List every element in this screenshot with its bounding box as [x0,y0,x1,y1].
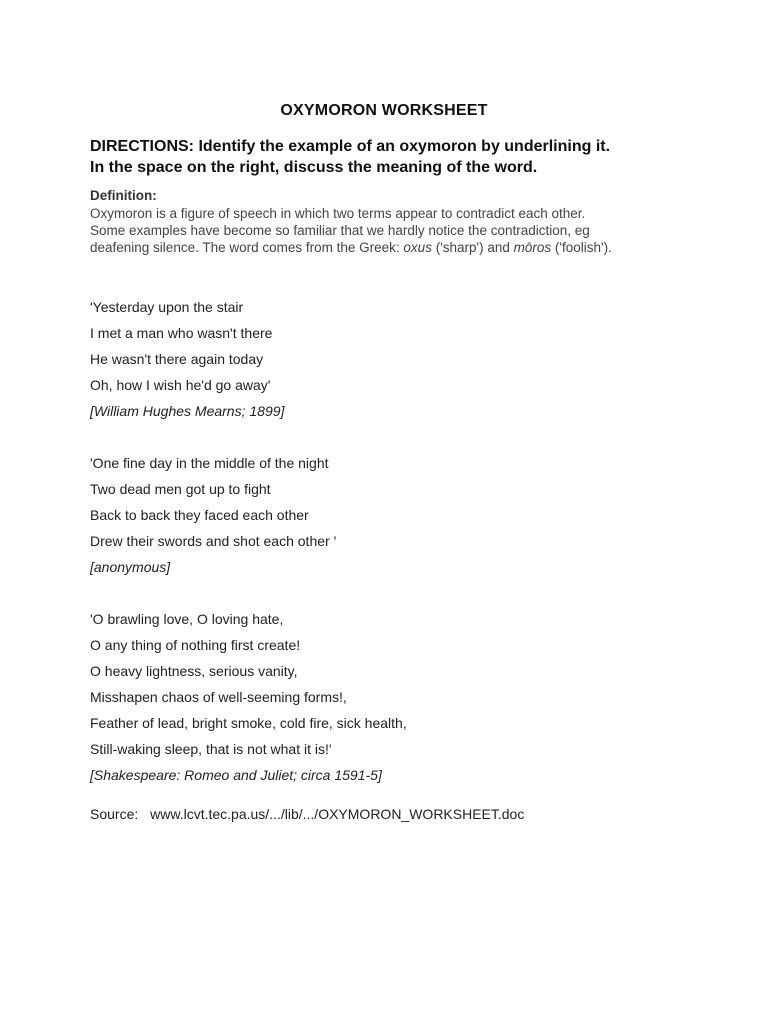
definition-line-2: Some examples have become so familiar that we hardly notice the contradiction, eg [90,223,590,238]
poem-line: Oh, how I wish he'd go away' [90,377,271,393]
poem-line: 'One fine day in the middle of the night [90,455,329,471]
poem-line: 'Yesterday upon the stair [90,299,244,315]
definition-line-1: Oxymoron is a figure of speech in which two terms appear to contradict each other. [90,206,586,221]
source-label: Source: [90,806,143,822]
directions-block [90,136,730,178]
poem-line: Still-waking sleep, that is not what it is!' [90,741,332,757]
poem-attribution: [Shakespeare: Romeo and Juliet; circa 1591-5] [90,767,382,783]
directions-line-1: DIRECTIONS: Identify the example of an oxymoron by underlining it. [90,138,611,155]
poem-line: O heavy lightness, serious vanity, [90,663,298,679]
greek-word-moros: mōros [513,240,552,255]
definition-line-3-start: deafening silence. The word comes from the Greek: [90,240,404,255]
poem-line: Misshapen chaos of well-seeming forms!, [90,689,347,705]
worksheet-title: OXYMORON WORKSHEET [280,102,488,119]
definition-line-3-middle: ('sharp') and [431,240,514,255]
greek-word-oxus: oxus [403,240,432,255]
source-url: www.lcvt.tec.pa.us/.../lib/.../OXYMORON_WORKSHEET.doc [150,806,525,822]
poem-line: Feather of lead, bright smoke, cold fire, sick health, [90,715,407,731]
poem-3 [90,610,690,792]
source-line [90,806,524,822]
poem-1 [90,298,690,428]
poem-attribution: [William Hughes Mearns; 1899] [90,403,285,419]
poem-line: 'O brawling love, O loving hate, [90,611,284,627]
definition-line-3 [90,239,710,256]
poem-line: I met a man who wasn't there [90,325,273,341]
poem-line: He wasn't there again today [90,351,264,367]
poem-line: Two dead men got up to fight [90,481,271,497]
directions-line-2: In the space on the right, discuss the meaning of the word. [90,159,538,176]
poem-line: Back to back they faced each other [90,507,309,523]
definition-line-3-end: ('foolish'). [551,240,612,255]
definition-text [90,205,710,256]
poem-line: O any thing of nothing first create! [90,637,301,653]
poem-attribution: [anonymous] [90,559,171,575]
definition-label: Definition: [90,188,157,203]
poem-line: Drew their swords and shot each other ' [90,533,337,549]
poem-2 [90,454,690,584]
